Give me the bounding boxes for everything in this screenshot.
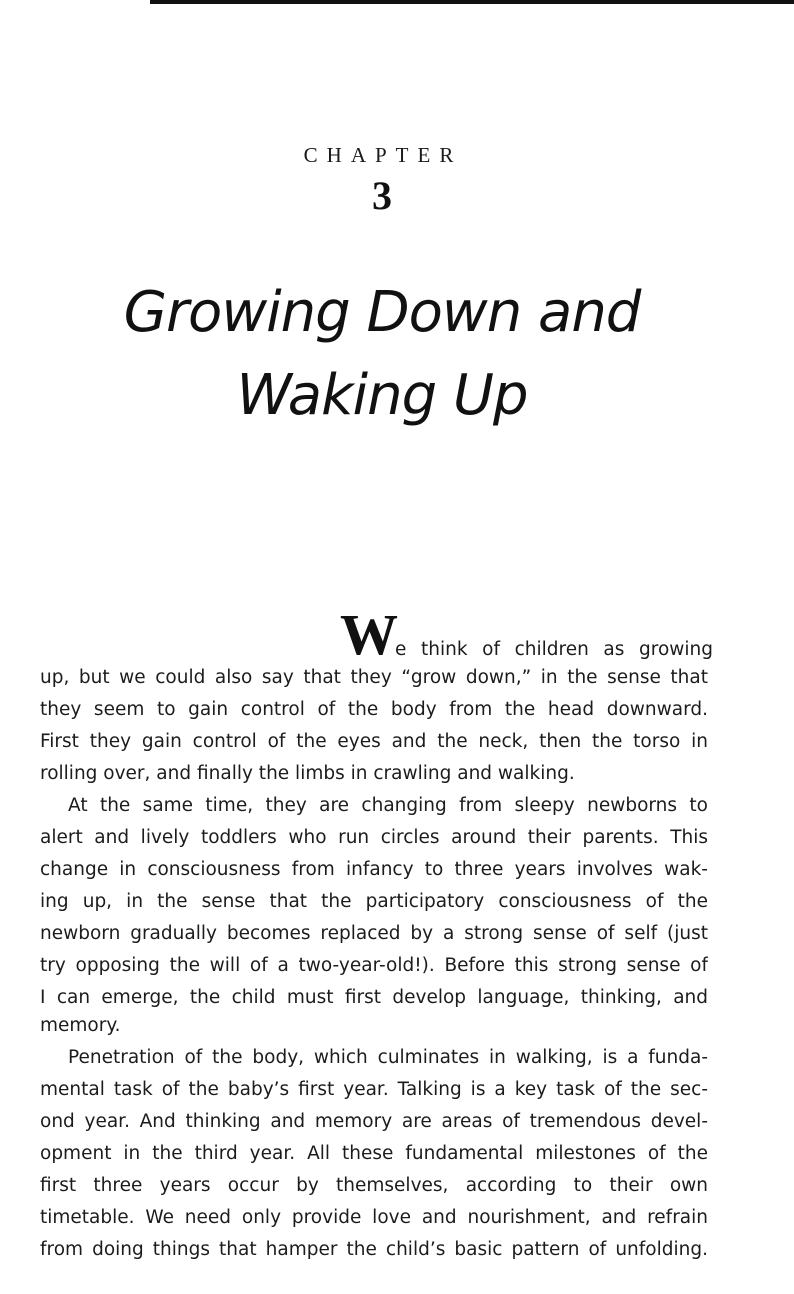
body-line: from doing things that hamper the child’s basic pattern of unfolding. xyxy=(40,1239,708,1260)
body-line: timetable. We need only provide love and nourishment, and refrain xyxy=(40,1207,708,1228)
chapter-title-line-1: Growing Down and xyxy=(123,280,641,345)
chapter-title-line-2: Waking Up xyxy=(236,363,528,428)
body-line: rolling over, and finally the limbs in crawling and walking. xyxy=(40,763,575,784)
body-line: Penetration of the body, which culminates in walking, is a funda- xyxy=(68,1047,708,1068)
chapter-label: CHAPTER xyxy=(303,143,463,167)
body-line: ond year. And thinking and memory are areas of tremendous devel- xyxy=(40,1111,708,1132)
body-line: First they gain control of the eyes and the neck, then the torso in xyxy=(40,731,708,752)
page-top-edge xyxy=(150,0,794,4)
body-line: ing up, in the sense that the participatory consciousness of the xyxy=(40,891,708,912)
body-line: up, but we could also say that they “grow down,” in the sense that xyxy=(40,667,708,688)
body-line: alert and lively toddlers who run circles around their parents. This xyxy=(40,827,708,848)
body-line: memory. xyxy=(40,1015,121,1036)
opening-line xyxy=(340,602,713,667)
drop-cap: W xyxy=(340,602,398,667)
body-line: At the same time, they are changing from sleepy newborns to xyxy=(68,795,708,816)
body-line: try opposing the will of a two-year-old!). Before this strong sense of xyxy=(40,955,708,976)
body-line: newborn gradually becomes replaced by a strong sense of self (just xyxy=(40,923,708,944)
body-line: I can emerge, the child must first develop language, thinking, and xyxy=(40,987,708,1008)
body-line: opment in the third year. All these fundamental milestones of the xyxy=(40,1143,708,1164)
body-line: first three years occur by themselves, according to their own xyxy=(40,1175,708,1196)
body-line: they seem to gain control of the body from the head downward. xyxy=(40,699,708,720)
chapter-number: 3 xyxy=(372,173,392,218)
opening-line-text: e think of children as growing xyxy=(395,639,713,660)
body-line: mental task of the baby’s first year. Talking is a key task of the sec- xyxy=(40,1079,708,1100)
body-line: change in consciousness from infancy to three years involves wak- xyxy=(40,859,708,880)
